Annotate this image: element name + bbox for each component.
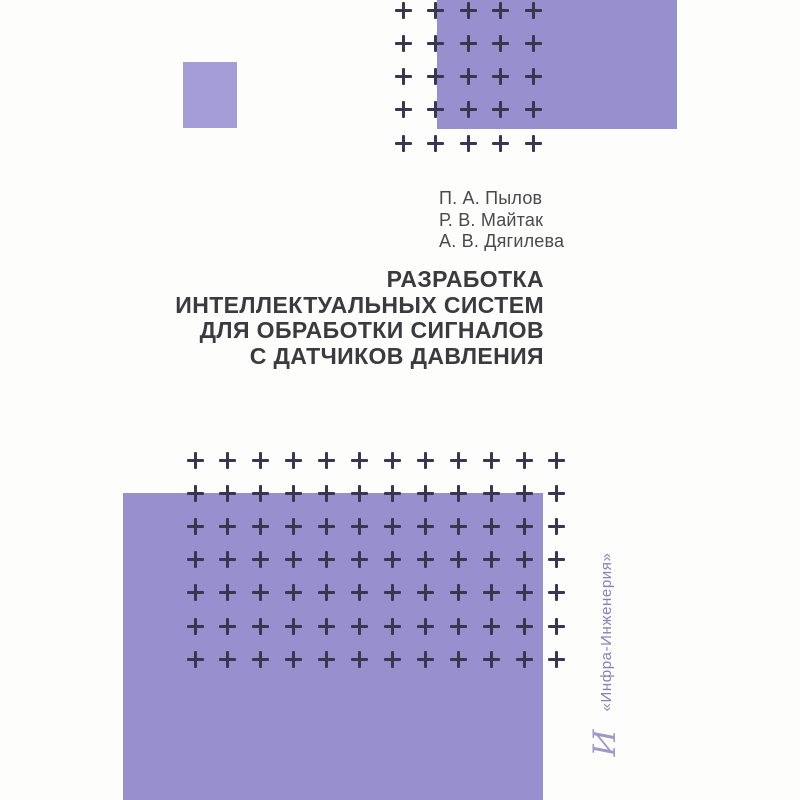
plus-icon (450, 452, 467, 469)
plus-icon (548, 651, 565, 668)
author-name: Р. В. Майтак (439, 209, 544, 230)
plus-icon (548, 584, 565, 601)
title-line: РАЗРАБОТКА (386, 266, 544, 292)
plus-icon (548, 618, 565, 635)
plus-icon (417, 452, 434, 469)
plus-icon (395, 35, 412, 52)
plus-icon (351, 452, 368, 469)
plus-icon (548, 551, 565, 568)
plus-icon (427, 135, 444, 152)
title-line: ИНТЕЛЛЕКТУАЛЬНЫХ СИСТЕМ (175, 291, 544, 318)
author-name: А. В. Дягилева (439, 231, 565, 252)
plus-icon (548, 485, 565, 502)
plus-icon (548, 452, 565, 469)
plus-icon (384, 452, 401, 469)
plus-icon (460, 135, 477, 152)
author-list (439, 188, 564, 253)
small-purple-square (183, 62, 237, 128)
top-right-purple-rectangle (437, 0, 677, 129)
plus-icon (285, 452, 302, 469)
title-line: ДЛЯ ОБРАБОТКИ СИГНАЛОВ (199, 317, 544, 344)
plus-icon (492, 135, 509, 152)
plus-icon (318, 452, 335, 469)
plus-icon (252, 452, 269, 469)
plus-icon (187, 452, 204, 469)
plus-icon (548, 518, 565, 535)
author-name: П. А. Пылов (439, 188, 543, 208)
plus-icon (525, 135, 542, 152)
plus-icon (395, 101, 412, 118)
book-title (175, 267, 544, 369)
plus-icon (395, 135, 412, 152)
bottom-left-purple-rectangle (123, 493, 543, 800)
title-line: С ДАТЧИКОВ ДАВЛЕНИЯ (249, 342, 544, 369)
publisher-logo-icon: И (587, 729, 623, 757)
plus-icon (219, 452, 236, 469)
publisher-name-vertical: «Инфра-Инженерия» (598, 552, 615, 712)
plus-icon (395, 2, 412, 19)
plus-icon (516, 452, 533, 469)
plus-icon (483, 452, 500, 469)
plus-icon (395, 68, 412, 85)
